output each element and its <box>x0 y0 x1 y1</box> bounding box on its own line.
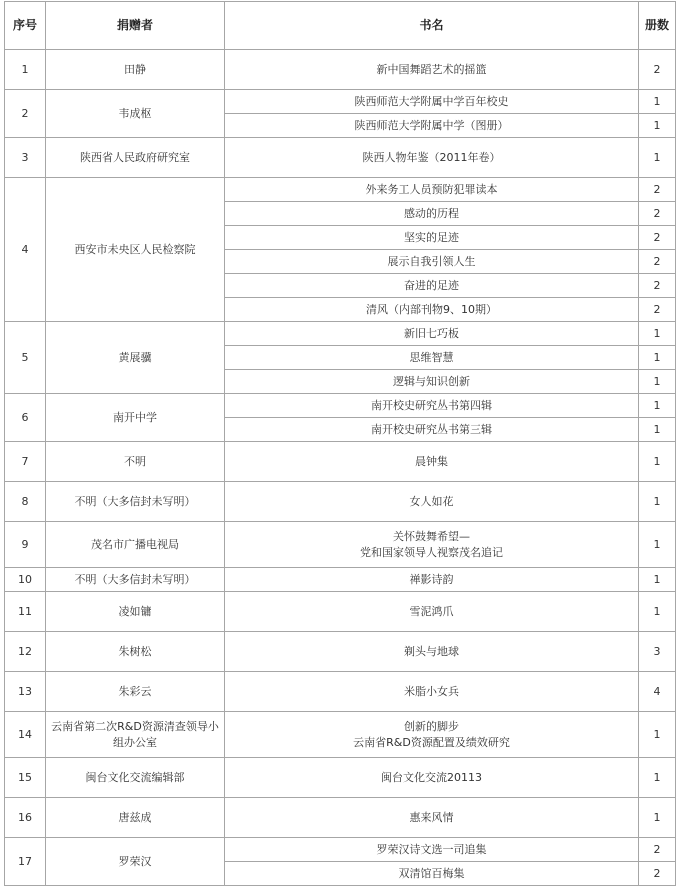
donor-name: 田静 <box>46 50 225 90</box>
row-number: 2 <box>5 90 46 138</box>
donor-name: 韦成枢 <box>46 90 225 138</box>
row-number: 17 <box>5 838 46 886</box>
book-title: 雪泥鸿爪 <box>225 592 639 632</box>
row-number: 15 <box>5 758 46 798</box>
table-row <box>5 568 676 592</box>
book-title: 新中国舞蹈艺术的摇篮 <box>225 50 639 90</box>
row-number: 13 <box>5 672 46 712</box>
book-title: 关怀鼓舞希望— 党和国家领导人视察茂名追记 <box>225 522 639 568</box>
book-count: 1 <box>639 346 676 370</box>
book-count: 2 <box>639 862 676 886</box>
book-count: 2 <box>639 202 676 226</box>
book-title: 感动的历程 <box>225 202 639 226</box>
book-count: 1 <box>639 418 676 442</box>
table-body <box>5 50 676 886</box>
donor-name: 凌如镛 <box>46 592 225 632</box>
table-row <box>5 522 676 568</box>
book-title: 陕西师范大学附属中学（图册） <box>225 114 639 138</box>
donor-name: 罗荣汉 <box>46 838 225 886</box>
book-title: 思维智慧 <box>225 346 639 370</box>
book-title: 逻辑与知识创新 <box>225 370 639 394</box>
book-count: 1 <box>639 522 676 568</box>
row-number: 9 <box>5 522 46 568</box>
table-row <box>5 592 676 632</box>
book-count: 2 <box>639 50 676 90</box>
book-title: 双清馆百梅集 <box>225 862 639 886</box>
donor-name: 不明 <box>46 442 225 482</box>
book-count: 2 <box>639 226 676 250</box>
book-count: 4 <box>639 672 676 712</box>
book-count: 1 <box>639 138 676 178</box>
table-row <box>5 712 676 758</box>
row-number: 4 <box>5 178 46 322</box>
book-count: 2 <box>639 838 676 862</box>
book-count: 1 <box>639 712 676 758</box>
header-no: 序号 <box>5 2 46 50</box>
row-number: 5 <box>5 322 46 394</box>
book-title: 陕西师范大学附属中学百年校史 <box>225 90 639 114</box>
donor-name: 陕西省人民政府研究室 <box>46 138 225 178</box>
donor-name: 云南省第二次R&D资源清查领导小组办公室 <box>46 712 225 758</box>
donor-name: 黄展骥 <box>46 322 225 394</box>
book-count: 1 <box>639 592 676 632</box>
header-row <box>5 2 676 50</box>
book-count: 1 <box>639 798 676 838</box>
book-title: 新旧七巧板 <box>225 322 639 346</box>
book-count: 1 <box>639 114 676 138</box>
donor-name: 不明（大多信封未写明） <box>46 482 225 522</box>
table-row <box>5 90 676 114</box>
book-title: 米脂小女兵 <box>225 672 639 712</box>
donor-name: 不明（大多信封未写明） <box>46 568 225 592</box>
book-title: 闽台文化交流20113 <box>225 758 639 798</box>
book-count: 1 <box>639 758 676 798</box>
donor-name: 南开中学 <box>46 394 225 442</box>
row-number: 3 <box>5 138 46 178</box>
row-number: 6 <box>5 394 46 442</box>
table-row <box>5 178 676 202</box>
row-number: 12 <box>5 632 46 672</box>
row-number: 16 <box>5 798 46 838</box>
book-title: 南开校史研究丛书第三辑 <box>225 418 639 442</box>
book-title: 晨钟集 <box>225 442 639 482</box>
book-title: 陕西人物年鉴（2011年卷） <box>225 138 639 178</box>
donor-name: 茂名市广播电视局 <box>46 522 225 568</box>
table-row <box>5 632 676 672</box>
book-title: 南开校史研究丛书第四辑 <box>225 394 639 418</box>
book-title: 罗荣汉诗文选一司追集 <box>225 838 639 862</box>
donor-name: 朱彩云 <box>46 672 225 712</box>
row-number: 8 <box>5 482 46 522</box>
book-title: 女人如花 <box>225 482 639 522</box>
book-count: 3 <box>639 632 676 672</box>
donor-name: 西安市未央区人民检察院 <box>46 178 225 322</box>
table-row <box>5 442 676 482</box>
book-count: 1 <box>639 442 676 482</box>
header-donor: 捐赠者 <box>46 2 225 50</box>
book-count: 1 <box>639 482 676 522</box>
donor-name: 闽台文化交流编辑部 <box>46 758 225 798</box>
book-title: 剃头与地球 <box>225 632 639 672</box>
book-count: 1 <box>639 568 676 592</box>
book-count: 1 <box>639 90 676 114</box>
table-row <box>5 482 676 522</box>
donation-table <box>4 1 676 886</box>
book-count: 2 <box>639 274 676 298</box>
table-row <box>5 798 676 838</box>
row-number: 1 <box>5 50 46 90</box>
book-title: 清风（内部刊物9、10期） <box>225 298 639 322</box>
table-row <box>5 322 676 346</box>
table-row <box>5 394 676 418</box>
row-number: 11 <box>5 592 46 632</box>
table-row <box>5 838 676 862</box>
book-title: 禅影诗韵 <box>225 568 639 592</box>
donor-name: 唐兹成 <box>46 798 225 838</box>
book-title: 外来务工人员预防犯罪读本 <box>225 178 639 202</box>
book-title: 惠来风情 <box>225 798 639 838</box>
book-title: 坚实的足迹 <box>225 226 639 250</box>
book-count: 2 <box>639 298 676 322</box>
row-number: 7 <box>5 442 46 482</box>
table-row <box>5 138 676 178</box>
donor-name: 朱树松 <box>46 632 225 672</box>
row-number: 14 <box>5 712 46 758</box>
book-count: 2 <box>639 178 676 202</box>
book-title: 奋进的足迹 <box>225 274 639 298</box>
book-title: 创新的脚步 云南省R&D资源配置及绩效研究 <box>225 712 639 758</box>
book-title: 展示自我引领人生 <box>225 250 639 274</box>
book-count: 1 <box>639 394 676 418</box>
book-count: 1 <box>639 370 676 394</box>
table-row <box>5 758 676 798</box>
book-count: 1 <box>639 322 676 346</box>
table-row <box>5 50 676 90</box>
header-title: 书名 <box>225 2 639 50</box>
table-row <box>5 672 676 712</box>
book-count: 2 <box>639 250 676 274</box>
row-number: 10 <box>5 568 46 592</box>
header-count: 册数 <box>639 2 676 50</box>
